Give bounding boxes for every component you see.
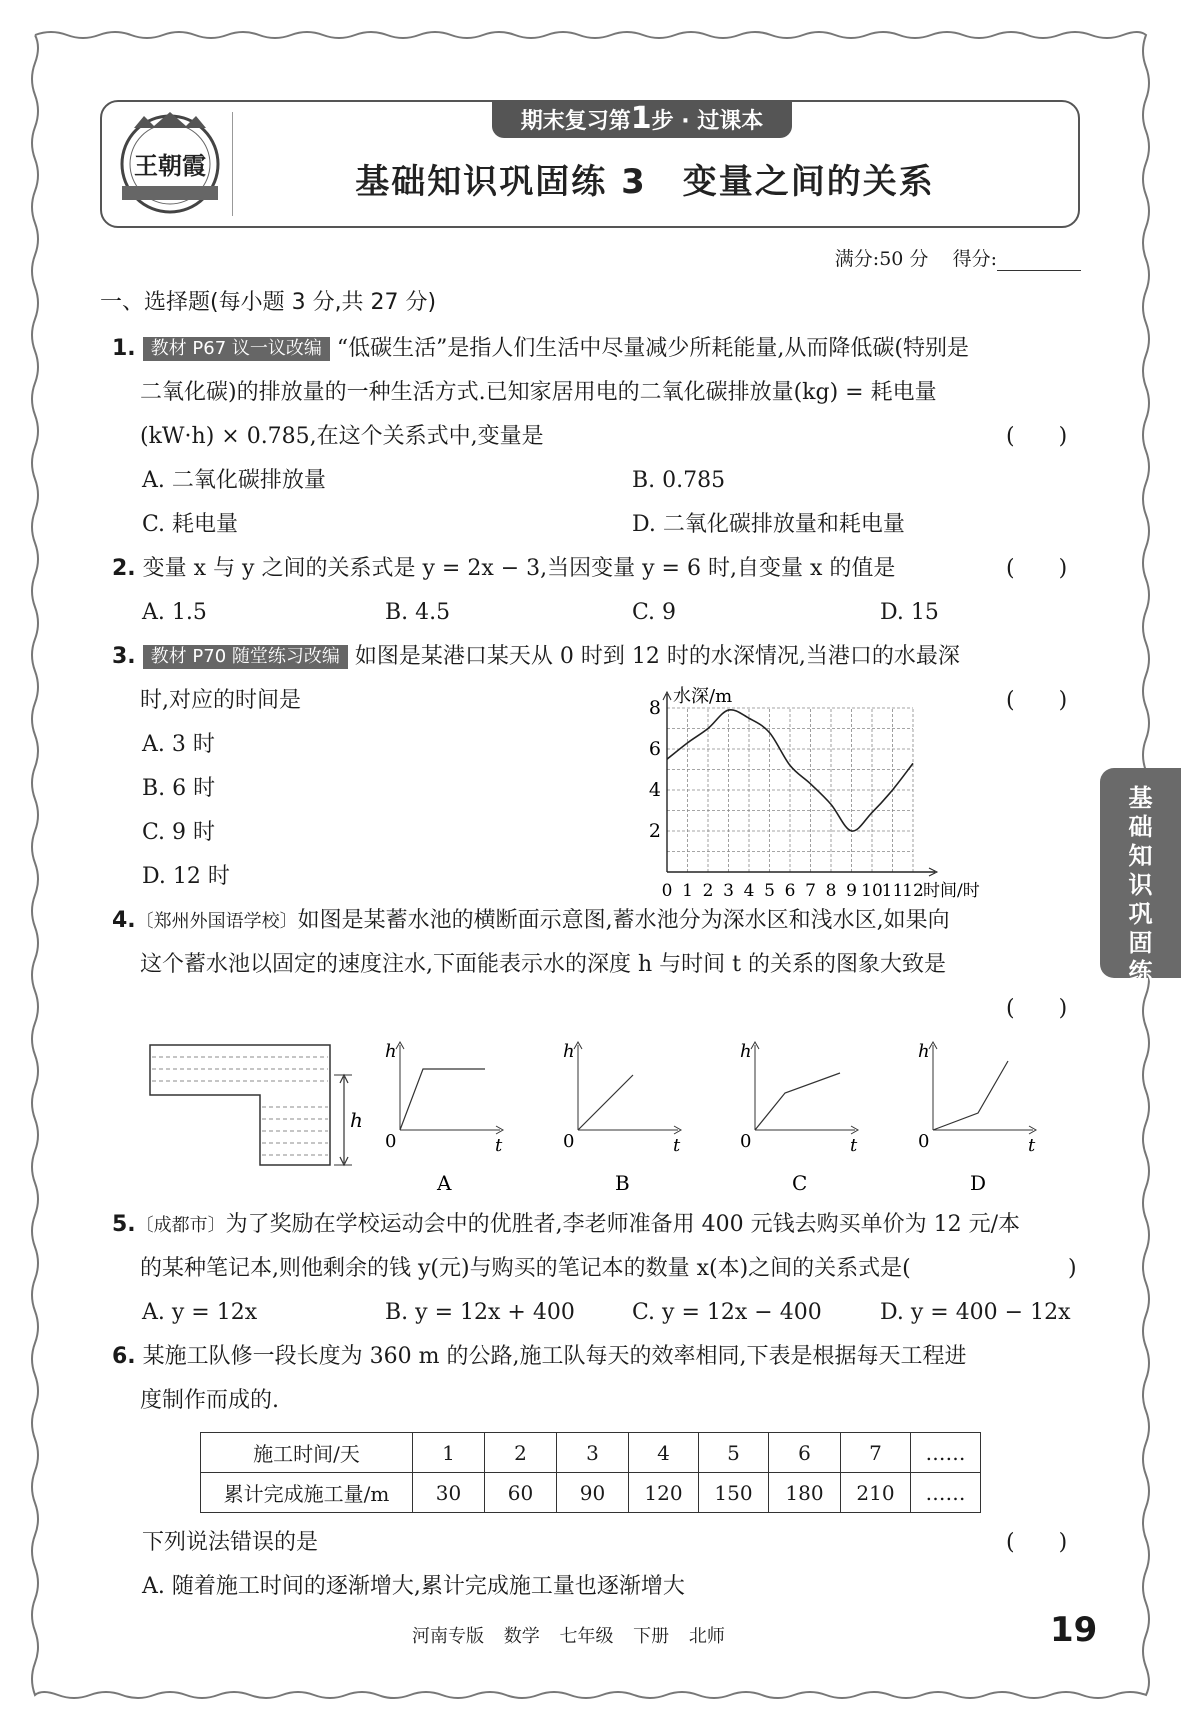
close-paren: ): [1068, 1256, 1077, 1281]
y-axis-label: 水深/m: [673, 686, 733, 707]
logo-divider: [232, 112, 233, 216]
y-tick-label: 6: [648, 738, 661, 760]
x-tick-label: 4: [743, 881, 755, 900]
reservoir-diagram: [150, 1045, 363, 1165]
x-tick-label: 5: [764, 881, 775, 900]
question-2: 2. 变量 x 与 y 之间的关系式是 y = 2x − 3,当因变量 y = 6 时,自变量 x 的值是: [112, 556, 896, 581]
answer-paren: ( ): [1006, 556, 1068, 581]
question-5: 5.〔成都市〕为了奖励在学校运动会中的优胜者,李老师准备用 400 元钱去购买单价为 12 元/本: [112, 1212, 1021, 1237]
graph-a-line: [400, 1069, 485, 1130]
svg-text:h: h: [385, 1041, 397, 1062]
q3-line2: 时,对应的时间是: [140, 688, 301, 713]
x-tick-label: 11: [881, 881, 904, 900]
svg-text:h: h: [350, 1108, 363, 1132]
svg-text:t: t: [673, 1135, 681, 1156]
q4-line2: 这个蓄水池以固定的速度注水,下面能表示水的深度 h 与时间 t 的关系的图象大致是: [140, 952, 946, 977]
question-3: 3. 教材 P70 随堂练习改编 如图是某港口某天从 0 时到 12 时的水深情况,当港口的水最深: [112, 644, 960, 669]
header-box: [100, 100, 1080, 228]
publisher-logo: [114, 108, 226, 220]
subtitle-tab: 期末复习第1步 · 过课本: [492, 100, 792, 138]
graph-a: [385, 1041, 503, 1195]
logo-text: 王朝霞: [134, 151, 206, 180]
q1-option-c: C. 耗电量: [142, 512, 239, 537]
q2-option-c: C. 9: [632, 600, 677, 625]
q2-option-d: D. 15: [880, 600, 939, 625]
graph-c: [740, 1041, 858, 1195]
x-tick-label: 10: [861, 881, 883, 900]
y-tick-label: 4: [648, 779, 661, 801]
graph-d-line: [933, 1061, 1008, 1130]
x-tick-label: 8: [825, 881, 837, 900]
q5-option-c: C. y = 12x − 400: [632, 1300, 822, 1325]
svg-text:A: A: [437, 1171, 452, 1195]
q6-option-a: A. 随着施工时间的逐渐增大,累计完成施工量也逐渐增大: [142, 1574, 685, 1599]
score-line: 满分:50 分 得分:: [835, 244, 1081, 271]
graph-d: [918, 1041, 1036, 1195]
svg-text:0: 0: [918, 1131, 930, 1152]
graph-b-line: [578, 1075, 633, 1130]
svg-text:0: 0: [740, 1131, 752, 1152]
textbook-tag: 教材 P67 议一议改编: [143, 337, 330, 361]
textbook-tag: 教材 P70 随堂练习改编: [143, 645, 348, 669]
footer: 河南专版 数学 七年级 下册 北师: [412, 1626, 725, 1647]
x-tick-label: 0: [661, 881, 673, 900]
answer-paren: ( ): [1006, 1530, 1068, 1555]
x-axis-label: 时间/时: [923, 881, 980, 900]
svg-text:t: t: [495, 1135, 503, 1156]
table-row: 施工时间/天 1 2 3 4 5 6 7 ……: [201, 1433, 981, 1473]
q3-option-a: A. 3 时: [142, 732, 215, 757]
x-tick-label: 6: [784, 881, 796, 900]
q2-option-b: B. 4.5: [385, 600, 451, 625]
q1-option-a: A. 二氧化碳排放量: [142, 468, 326, 493]
question-1: 1. 教材 P67 议一议改编 “低碳生活”是指人们生活中尽量减少所耗能量,从而降低碳(特别是: [112, 336, 969, 361]
svg-text:0: 0: [563, 1131, 575, 1152]
svg-text:0: 0: [385, 1131, 397, 1152]
q1-line3: (kW·h) × 0.785,在这个关系式中,变量是: [140, 424, 544, 449]
svg-text:B: B: [615, 1171, 630, 1195]
question-4: 4.〔郑州外国语学校〕如图是某蓄水池的横断面示意图,蓄水池分为深水区和浅水区,如果向: [112, 908, 950, 933]
page-title: 基础知识巩固练 3 变量之间的关系: [355, 162, 935, 202]
q6-question: 下列说法错误的是: [142, 1530, 319, 1555]
q1-line2: 二氧化碳)的排放量的一种生活方式.已知家居用电的二氧化碳排放量(kg) = 耗电量: [140, 380, 937, 405]
table-row: 累计完成施工量/m 30 60 90 120 150 180 210 ……: [201, 1473, 981, 1513]
svg-text:C: C: [792, 1171, 808, 1195]
q5-option-a: A. y = 12x: [142, 1300, 258, 1325]
x-tick-label: 1: [682, 881, 693, 900]
q5-option-b: B. y = 12x + 400: [385, 1300, 575, 1325]
water-depth-chart: [640, 680, 1010, 900]
svg-text:t: t: [1028, 1135, 1036, 1156]
q1-option-b: B. 0.785: [632, 468, 726, 493]
x-tick-label: 3: [723, 881, 734, 900]
graph-c-line: [755, 1073, 840, 1130]
svg-text:h: h: [740, 1041, 752, 1062]
q5-option-d: D. y = 400 − 12x: [880, 1300, 1071, 1325]
y-tick-label: 2: [648, 820, 661, 842]
q1-option-d: D. 二氧化碳排放量和耗电量: [632, 512, 905, 537]
q3-option-c: C. 9 时: [142, 820, 216, 845]
q3-option-b: B. 6 时: [142, 776, 216, 801]
question-6: 6. 某施工队修一段长度为 360 m 的公路,施工队每天的效率相同,下表是根据每天工程进: [112, 1344, 967, 1369]
q3-option-d: D. 12 时: [142, 864, 230, 889]
y-tick-label: 8: [648, 697, 661, 719]
construction-table: [200, 1432, 981, 1513]
svg-text:t: t: [850, 1135, 858, 1156]
q5-line2: 的某种笔记本,则他剩余的钱 y(元)与购买的笔记本的数量 x(本)之间的关系式是(: [140, 1256, 911, 1281]
answer-paren: ( ): [1006, 688, 1068, 713]
x-tick-label: 12: [902, 881, 924, 900]
svg-text:h: h: [563, 1041, 575, 1062]
side-tab: 基 础 知 识 巩 固 练: [1100, 768, 1181, 978]
svg-text:D: D: [970, 1171, 987, 1195]
x-tick-label: 9: [846, 881, 857, 900]
section-heading: 一、选择题(每小题 3 分,共 27 分): [100, 290, 437, 315]
x-tick-label: 7: [805, 881, 816, 900]
page-number: 19: [1050, 1610, 1098, 1650]
graph-b: [563, 1041, 681, 1195]
answer-paren: ( ): [1006, 996, 1068, 1021]
q2-option-a: A. 1.5: [142, 600, 207, 625]
q6-line2: 度制作而成的.: [140, 1388, 279, 1413]
svg-text:h: h: [918, 1041, 930, 1062]
answer-paren: ( ): [1006, 424, 1068, 449]
x-tick-label: 2: [702, 881, 714, 900]
q4-figures: [140, 1035, 1060, 1195]
